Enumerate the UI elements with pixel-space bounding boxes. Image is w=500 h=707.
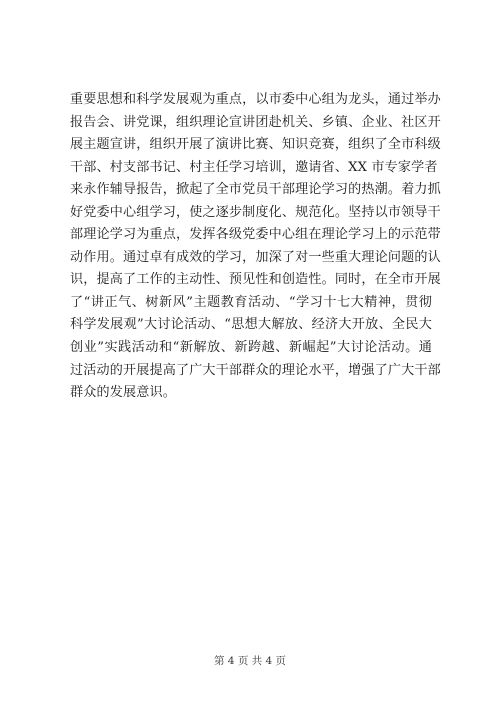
text-line: 重要思想和科学发展观为重点，以市委中心组为龙头，通过举办 bbox=[70, 92, 441, 107]
page-footer bbox=[0, 653, 500, 668]
text-line: 动作用。通过卓有成效的学习，加深了对一些重大理论问题的认 bbox=[70, 249, 441, 265]
text-line: 展主题宣讲，组织开展了演讲比赛、知识竞赛，组织了全市科级 bbox=[70, 137, 441, 153]
text-line: 报告会、讲党课，组织理论宣讲团赴机关、乡镇、企业、社区开 bbox=[70, 114, 441, 130]
body-paragraph bbox=[70, 89, 441, 405]
text-line: 过活动的开展提高了广大干部群众的理论水平，增强了广大干部 bbox=[70, 362, 441, 378]
text-line: 识，提高了工作的主动性、预见性和创造性。同时，在全市开展 bbox=[70, 272, 441, 288]
text-line: 来永作辅导报告，掀起了全市党员干部理论学习的热潮。着力抓 bbox=[70, 182, 441, 198]
text-line: 创业”实践活动和“新解放、新跨越、新崛起”大讨论活动。通 bbox=[70, 340, 432, 356]
text-line: 了“讲正气、树新风”主题教育活动、“学习十七大精神，贯彻 bbox=[70, 294, 432, 310]
page-number: 第 4 页 共 4 页 bbox=[213, 655, 287, 667]
text-line: 科学发展观”大讨论活动、“思想大解放、经济大开放、全民大 bbox=[70, 317, 432, 333]
text-line: 好党委中心组学习，使之逐步制度化、规范化。坚持以市领导干 bbox=[70, 204, 441, 220]
text-line: 群众的发展意识。 bbox=[70, 385, 176, 401]
text-line: 干部、村支部书记、村主任学习培训，邀请省、XX 市专家学者 bbox=[70, 159, 438, 175]
text-line: 部理论学习为重点，发挥各级党委中心组在理论学习上的示范带 bbox=[70, 227, 441, 243]
